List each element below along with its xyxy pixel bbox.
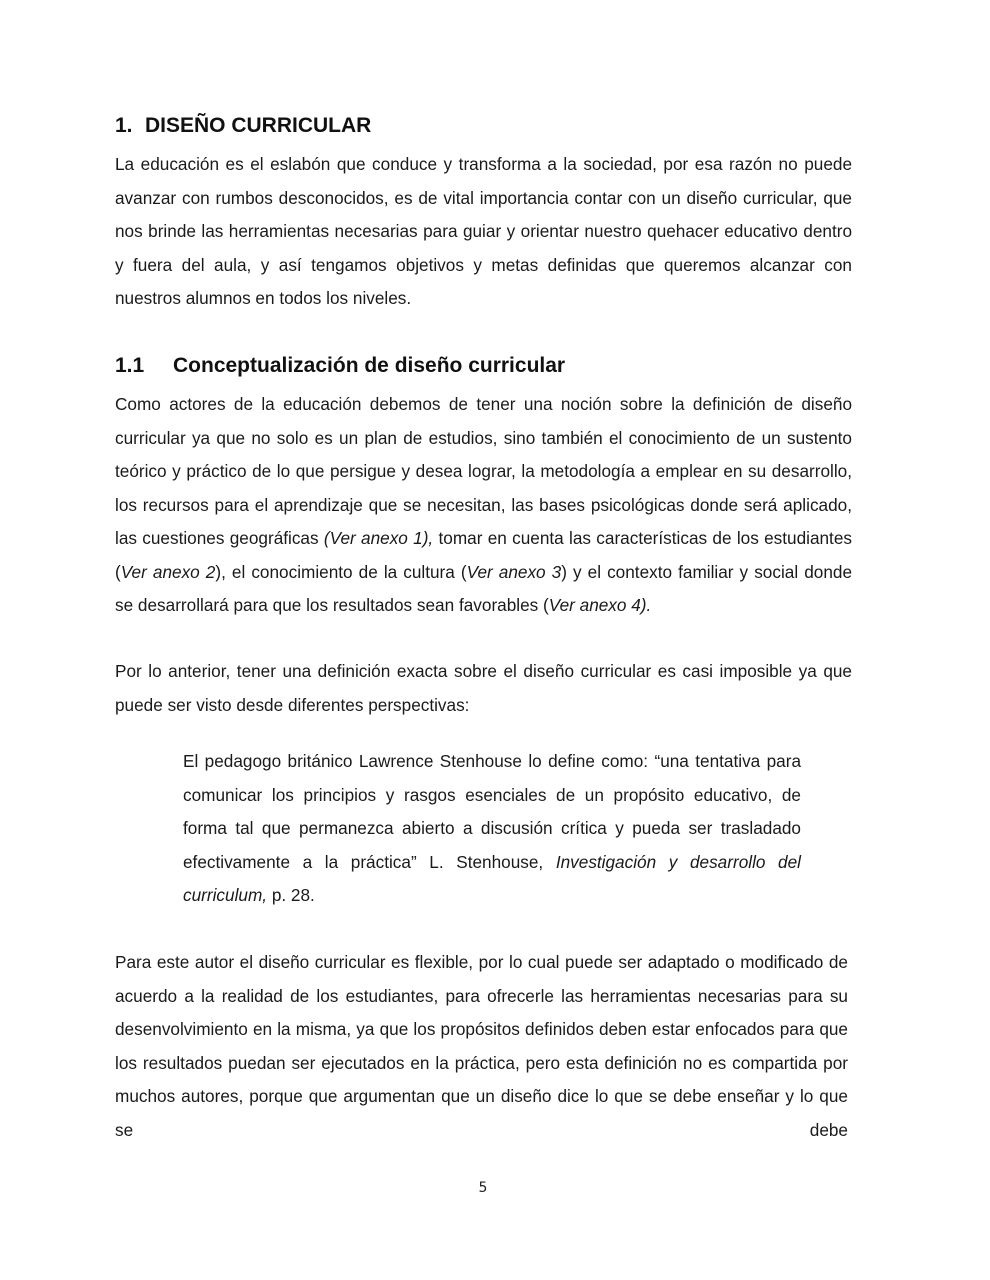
page-number: 5 [478,1180,488,1196]
text-run: Como actores de la educación debemos de tener una noción sobre la definición de diseño curricular ya que no solo es un plan de estudios, sino también el conocimiento de un sustento teórico y práctico de lo que persigue y desea lograr, la metodología a emplear en su desarrollo, los recursos para el aprendizaje que se necesitan, las bases psicológicas donde será aplicado, las cuestiones geográficas [115,394,852,548]
section-heading-1-1 [115,354,565,378]
author-paragraph: Para este autor el diseño curricular es flexible, por lo cual puede ser adaptado o modificado de acuerdo a la realidad de los estudiantes, para ofrecerle las herramientas necesarias para su desenvolvimiento en la misma, ya que los propósitos definidos deben estar enfocados para que los resultados puedan ser ejecutados en la práctica, pero esta definición no es compartida por muchos autores, porque que argumentan que un diseño dice lo que se debe enseñar y lo que se debe [115,952,848,1140]
block-quote [183,745,801,913]
text-run: tomar en cuenta las características de los estudiantes ( [115,528,852,582]
section-number: 1. [115,114,133,137]
annex-reference: Ver anexo 3 [466,561,562,582]
intro-paragraph: La educación es el eslabón que conduce y transforma a la sociedad, por esa razón no puede avanzar con rumbos desconocidos, es de vital importancia contar con un diseño curricular, que nos brinde las herramientas necesarias para guiar y orientar nuestro quehacer educativo dentro y fuera del aula, y así tengamos objetivos y metas definidas que queremos alcanzar con nuestros alumnos en todos los niveles. [115,154,852,308]
subsection-title: Conceptualización de diseño curricular [173,354,566,377]
section-title: DISEÑO CURRICULAR [145,114,372,137]
annex-reference: (Ver anexo 1), [323,528,434,548]
text-run: ) y el contexto familiar y social donde se desarrollará para que los resultados sean favorables ( [115,561,852,615]
quote-text: El pedagogo británico Lawrence Stenhouse lo define como: “una tentativa para comunicar los principios y rasgos esenciales de un propósito educativo, de forma tal que permanezca abierto a discusión crítica y pueda ser trasladado efectivamente a la práctica” L. Stenhouse, [183,751,801,872]
perspectives-paragraph: Por lo anterior, tener una definición exacta sobre el diseño curricular es casi imposible ya que puede ser visto desde diferentes perspectivas: [115,661,852,715]
concept-paragraph [115,388,852,623]
page-reference: p. 28. [267,885,315,905]
section-heading-1 [115,114,371,138]
text-run: ), el conocimiento de la cultura ( [215,561,467,582]
subsection-number: 1.1 [115,354,145,377]
annex-reference: Ver anexo 4). [548,595,652,615]
book-title: Investigación y desarrollo del curriculum, [183,851,801,905]
annex-reference: Ver anexo 2 [120,561,216,582]
